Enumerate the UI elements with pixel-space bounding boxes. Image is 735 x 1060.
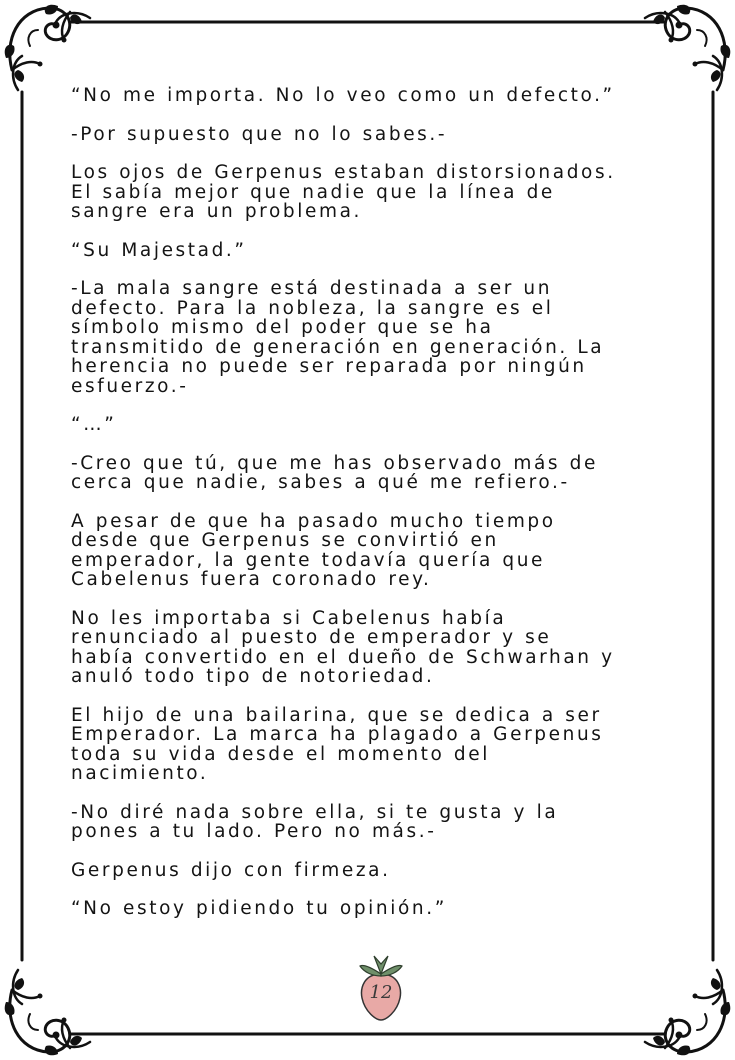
page-number-badge — [354, 950, 408, 1022]
page-body-text — [71, 86, 696, 938]
paragraph: El hijo de una bailarina, que se dedica a ser Emperador. La marca ha plagado a Gerpenus toda su vida desde el momento del nacimiento. — [71, 704, 604, 784]
corner-ornament-top-right — [645, 5, 730, 90]
corner-ornament-bottom-left — [5, 970, 90, 1055]
paragraph: Gerpenus dijo con firmeza. — [71, 859, 391, 881]
corner-ornament-bottom-right — [645, 970, 730, 1055]
paragraph: “…” — [71, 414, 117, 435]
paragraph: “No me importa. No lo veo como un defecto.” — [71, 85, 615, 106]
paragraph: -La mala sangre está destinada a ser un defecto. Para la nobleza, la sangre es el símbolo mismo del poder que se ha transmitido de generación en generación. La herencia no puede ser reparada por ningún esfuerzo.- — [71, 278, 605, 397]
corner-ornament-top-left — [5, 5, 90, 90]
paragraph: Los ojos de Gerpenus estaban distorsionados. El sabía mejor que nadie que la línea de sangre era un problema. — [71, 162, 616, 222]
paragraph: No les importaba si Cabelenus había renunciado al puesto de emperador y se había convertido en el dueño de Schwarhan y anuló todo tipo de notoriedad. — [71, 607, 615, 687]
paragraph: -Creo que tú, que me has observado más de cerca que nadie, sabes a qué me refiero.- — [71, 452, 598, 493]
page-number: 12 — [369, 982, 393, 1003]
paragraph: “No estoy pidiendo tu opinión.” — [71, 898, 447, 919]
paragraph: “Su Majestad.” — [71, 239, 247, 261]
paragraph: -No diré nada sobre ella, si te gusta y la pones a tu lado. Pero no más.- — [71, 801, 559, 842]
paragraph: A pesar de que ha pasado mucho tiempo desde que Gerpenus se convirtió en emperador, la gente todavía quería que Cabelenus fuera coronado rey. — [71, 510, 556, 590]
paragraph: -Por supuesto que no lo sabes.- — [71, 123, 448, 145]
